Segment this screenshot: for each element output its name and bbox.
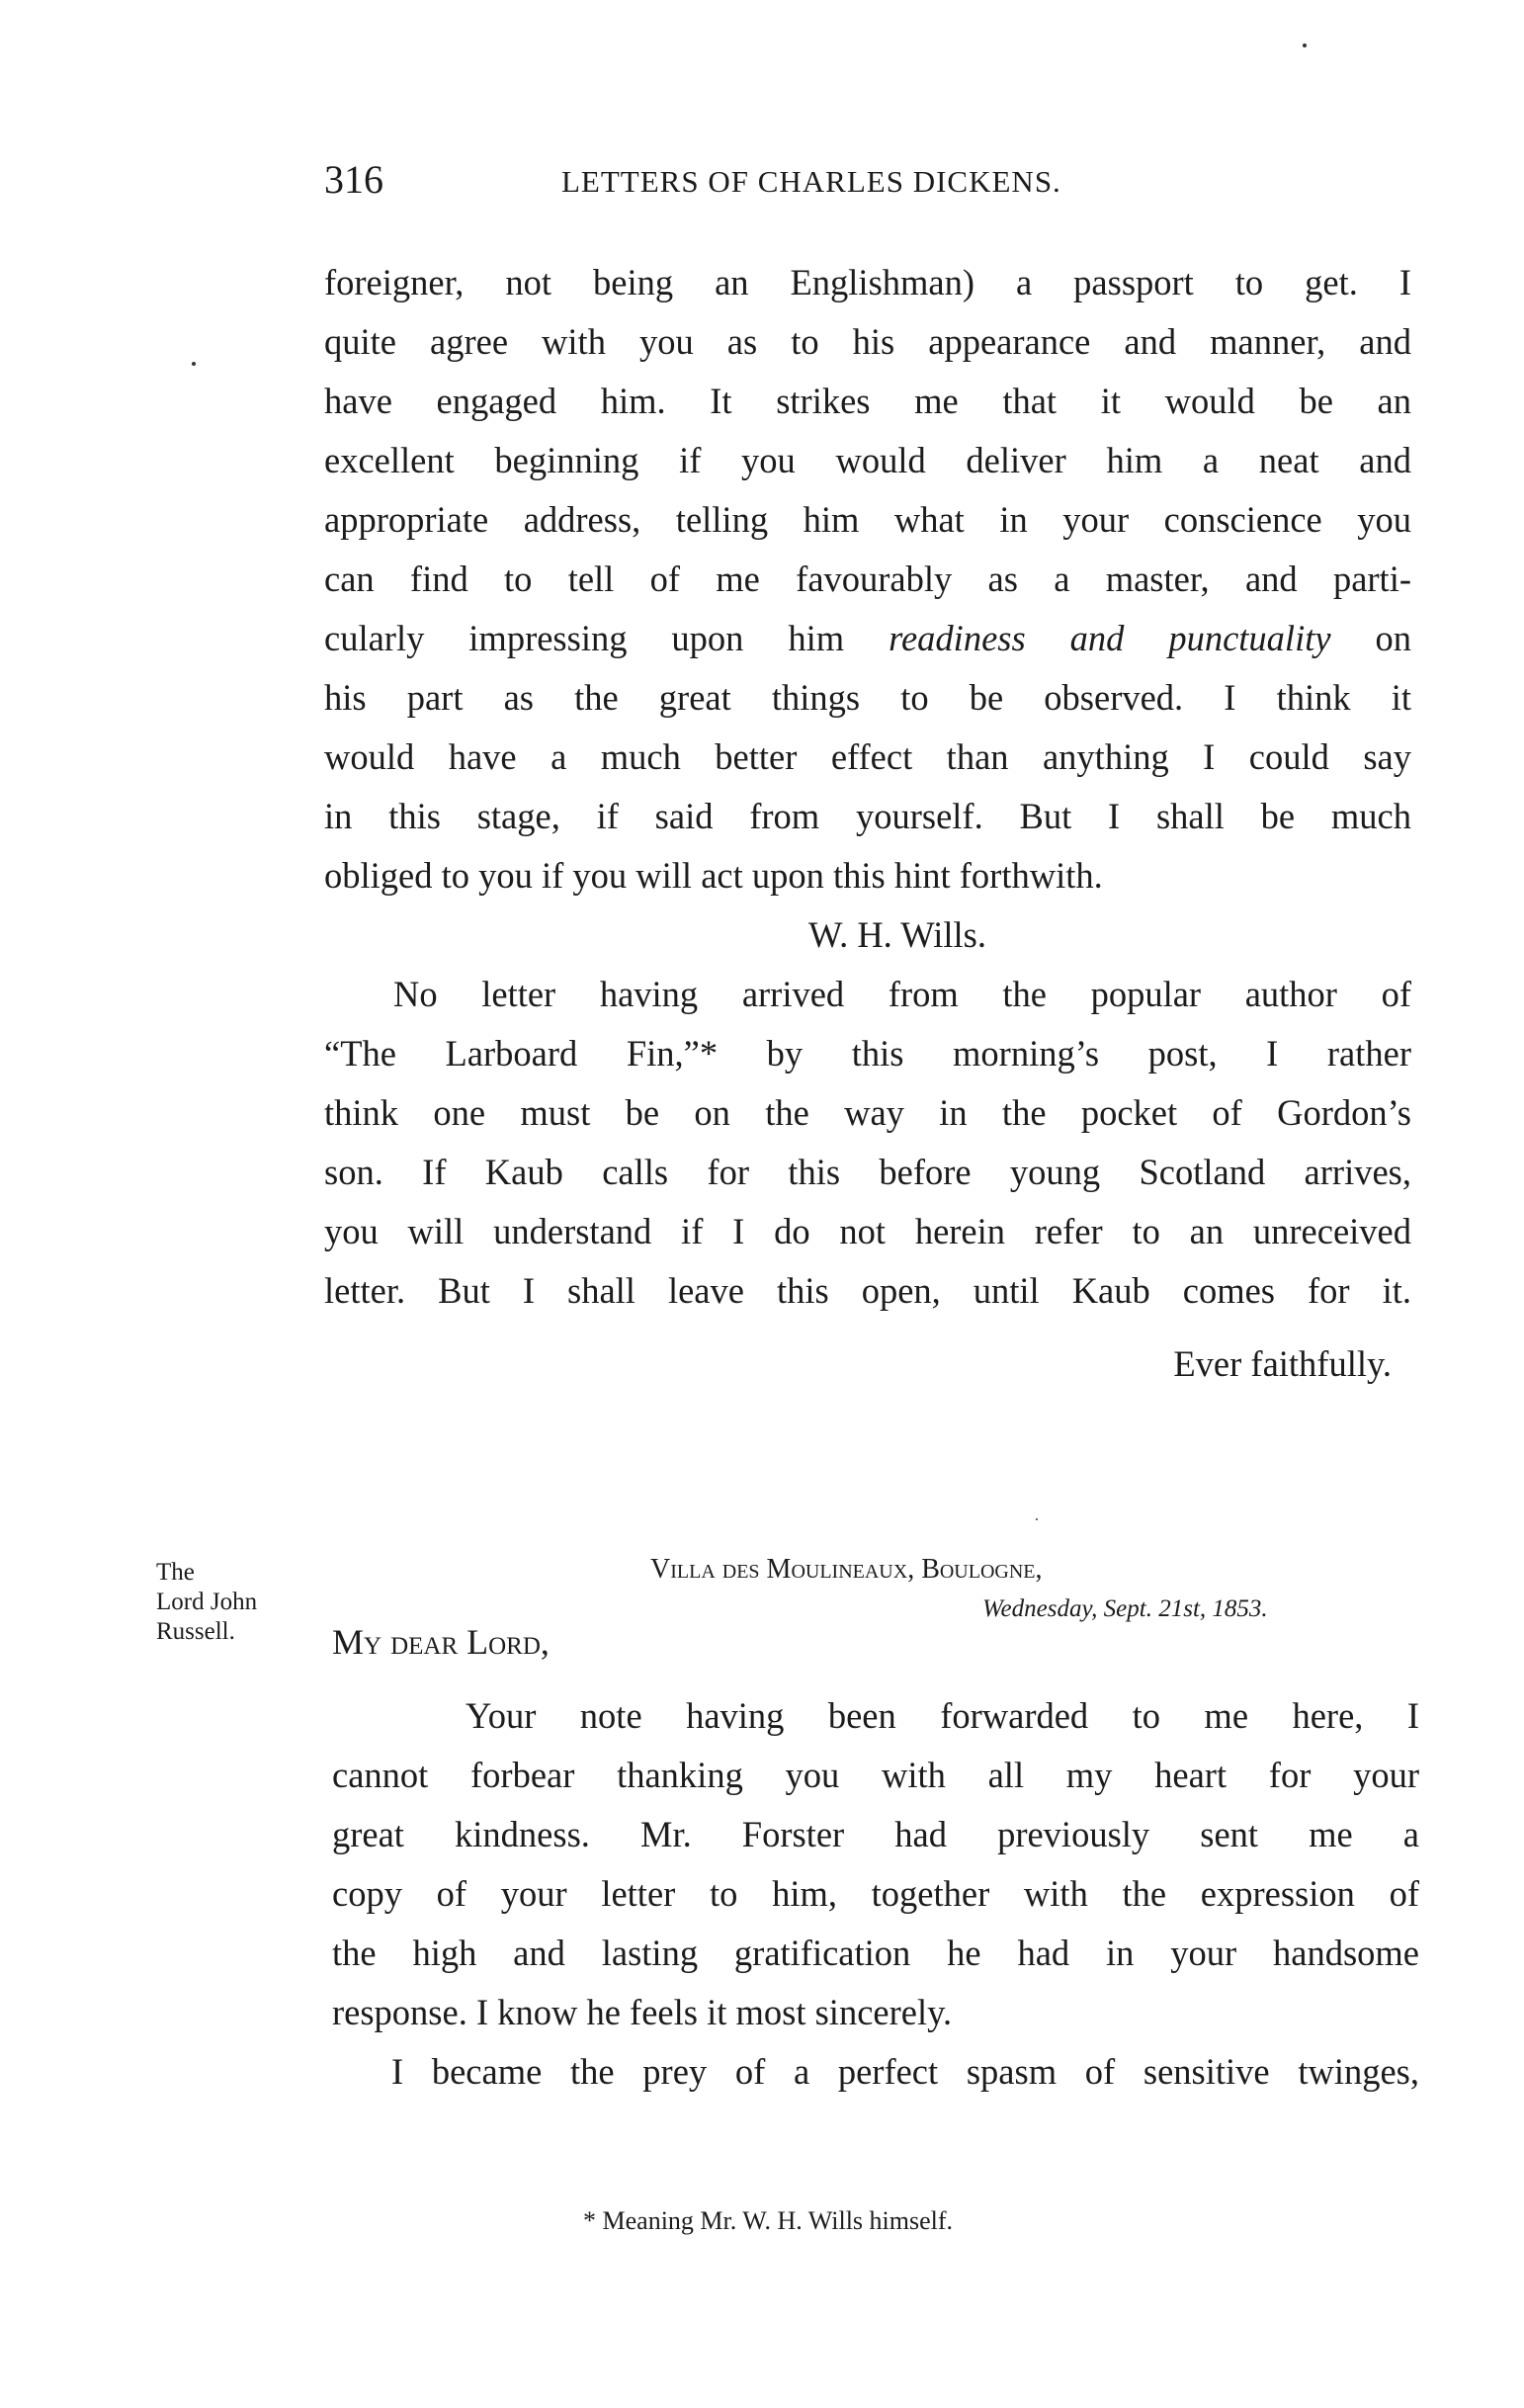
text-line: copy of your letter to him, together with the expression of bbox=[332, 1873, 1419, 1914]
text-line: cularly impressing upon him readiness and punctuality on bbox=[324, 618, 1411, 658]
ink-speck bbox=[192, 362, 196, 366]
text-line: obliged to you if you will act upon this hint forthwith. bbox=[324, 855, 1103, 896]
text-line: letter. But I shall leave this open, until Kaub comes for it. bbox=[324, 1270, 1411, 1311]
text-line: great kindness. Mr. Forster had previously sent me a bbox=[332, 1814, 1419, 1854]
text-line: “The Larboard Fin,”* by this morning’s post, I rather bbox=[324, 1033, 1411, 1074]
ink-speck bbox=[1303, 43, 1307, 47]
letter-heading bbox=[650, 1550, 1268, 1629]
signature: W. H. Wills. bbox=[807, 914, 987, 955]
closing: Ever faithfully. bbox=[1173, 1343, 1392, 1384]
margin-note-line: Russell. bbox=[156, 1618, 235, 1645]
text-line: you will understand if I do not herein refer to an unreceived bbox=[324, 1211, 1411, 1251]
text-line: response. I know he feels it most sincerely. bbox=[332, 1992, 953, 2032]
text-line: think one must be on the way in the pocket of Gordon’s bbox=[324, 1092, 1411, 1133]
text-line: No letter having arrived from the popular author of bbox=[393, 974, 1411, 1014]
text-line: Your note having been forwarded to me here, I bbox=[466, 1695, 1419, 1736]
margin-note-line: The bbox=[156, 1559, 195, 1586]
footnote: * Meaning Mr. W. H. Wills himself. bbox=[583, 2206, 954, 2235]
letter-body-2 bbox=[332, 1686, 1419, 2102]
text-line: his part as the great things to be observed. I think it bbox=[324, 677, 1411, 718]
text-line: excellent beginning if you would deliver him a neat and bbox=[324, 440, 1411, 480]
text-line: cannot forbear thanking you with all my heart for your bbox=[332, 1755, 1419, 1795]
margin-note-line: Lord John bbox=[156, 1589, 258, 1615]
text-line: have engaged him. It strikes me that it would be an bbox=[324, 381, 1411, 421]
salutation: My dear Lord, bbox=[332, 1622, 550, 1662]
ink-speck bbox=[1036, 1518, 1038, 1520]
page-header bbox=[324, 156, 1411, 206]
text-line: I became the prey of a perfect spasm of sensitive twinges, bbox=[391, 2051, 1419, 2092]
recipient-margin-note bbox=[156, 1558, 257, 1647]
text-line: foreigner, not being an Englishman) a passport to get. I bbox=[324, 262, 1411, 302]
running-head: LETTERS OF CHARLES DICKENS. bbox=[561, 164, 1061, 199]
text-line: son. If Kaub calls for this before young Scotland arrives, bbox=[324, 1152, 1411, 1192]
date: Wednesday, Sept. 21st, 1853. bbox=[982, 1595, 1268, 1622]
text-line: would have a much better effect than anything I could say bbox=[324, 736, 1411, 777]
italic-phrase: readiness and punctuality bbox=[889, 618, 1331, 658]
page-number: 316 bbox=[324, 157, 383, 202]
text-line: in this stage, if said from yourself. But I shall be much bbox=[324, 796, 1411, 836]
text-line: can find to tell of me favourably as a master, and parti- bbox=[324, 559, 1411, 599]
text-line: quite agree with you as to his appearance and manner, and bbox=[324, 321, 1411, 362]
text-line: the high and lasting gratification he had in your handsome bbox=[332, 1933, 1419, 1973]
text-line: appropriate address, telling him what in your conscience you bbox=[324, 499, 1411, 540]
letter-body bbox=[324, 253, 1411, 1394]
address: Villa des Moulineaux, Boulogne, bbox=[650, 1554, 1043, 1585]
